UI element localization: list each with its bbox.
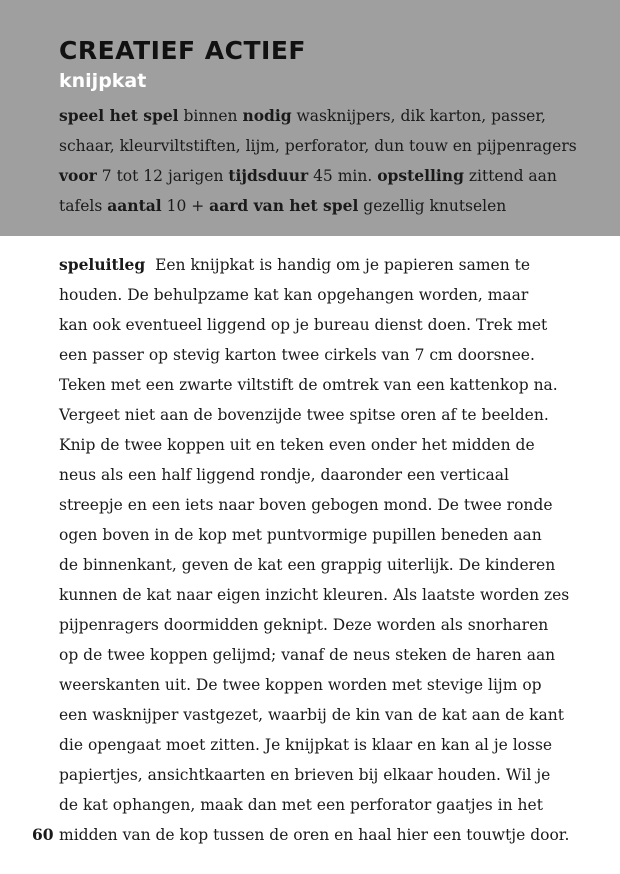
description-text: midden van de kop tussen de oren en haal hier een touwtje door.	[59, 826, 570, 844]
description-line	[59, 280, 579, 310]
description-text: Een knijpkat is handig om je papieren samen te	[145, 256, 531, 274]
description-text: kunnen de kat naar eigen inzicht kleuren. Als laatste worden zes	[59, 586, 570, 604]
description-line	[59, 550, 579, 580]
game-title: knijpkat	[59, 70, 147, 92]
description-text: op de twee koppen gelijmd; vanaf de neus steken de haren aan	[59, 646, 556, 664]
description-line	[59, 430, 579, 460]
description-text: een wasknijper vastgezet, waarbij de kin van de kat aan de kant	[59, 706, 565, 724]
description-line	[59, 250, 579, 280]
meta-value: schaar, kleurviltstiften, lijm, perforator, dun touw en pijpenragers	[59, 137, 577, 155]
meta-label: aard van het spel	[209, 196, 359, 215]
description-line	[59, 340, 579, 370]
meta-label: voor	[59, 166, 97, 185]
description-text: Knip de twee koppen uit en teken even onder het midden de	[59, 436, 535, 454]
description-line	[59, 790, 579, 820]
meta-value: binnen	[178, 107, 243, 125]
description-line	[59, 580, 579, 610]
description-line	[59, 760, 579, 790]
description-text: een passer op stevig karton twee cirkels van 7 cm doorsnee.	[59, 346, 535, 364]
description-line	[59, 640, 579, 670]
meta-value: 7 tot 12 jarigen	[96, 167, 229, 185]
meta-label: aantal	[107, 196, 162, 215]
description-text: papiertjes, ansichtkaarten en brieven bij elkaar houden. Wil je	[59, 766, 551, 784]
meta-value: 45 min.	[308, 167, 378, 185]
description-text: houden. De behulpzame kat kan opgehangen worden, maar	[59, 286, 529, 304]
description-line	[59, 670, 579, 700]
description-text: neus als een half liggend rondje, daaronder een verticaal	[59, 466, 509, 484]
game-description	[59, 250, 579, 850]
meta-value: wasknijpers, dik karton, passer,	[291, 107, 546, 125]
description-text: de binnenkant, geven de kat een grappig uiterlijk. De kinderen	[59, 556, 556, 574]
description-text: weerskanten uit. De twee koppen worden met stevige lijm op	[59, 676, 542, 694]
description-text: streepje en een iets naar boven gebogen mond. De twee ronde	[59, 496, 553, 514]
meta-line	[59, 191, 579, 221]
category-title: CREATIEF ACTIEF	[59, 36, 307, 65]
description-line	[59, 490, 579, 520]
header-panel	[0, 0, 620, 236]
description-line	[59, 520, 579, 550]
meta-line	[59, 131, 579, 161]
description-line	[59, 460, 579, 490]
description-line	[59, 820, 579, 850]
meta-value: 10 +	[161, 197, 210, 215]
description-text: die opengaat moet zitten. Je knijpkat is klaar en kan al je losse	[59, 736, 553, 754]
description-text: kan ook eventueel liggend op je bureau dienst doen. Trek met	[59, 316, 548, 334]
meta-line	[59, 101, 579, 131]
description-text: Vergeet niet aan de bovenzijde twee spitse oren af te beelden.	[59, 406, 549, 424]
description-text: Teken met een zwarte viltstift de omtrek van een kattenkop na.	[59, 376, 558, 394]
description-text: de kat ophangen, maak dan met een perforator gaatjes in het	[59, 796, 543, 814]
meta-line	[59, 161, 579, 191]
page-number: 60	[32, 825, 54, 844]
game-meta	[59, 101, 579, 221]
description-line	[59, 700, 579, 730]
meta-label: speel het spel	[59, 106, 179, 125]
meta-value: tafels	[59, 197, 108, 215]
description-line	[59, 610, 579, 640]
description-label: speluitleg	[59, 255, 146, 274]
description-line	[59, 370, 579, 400]
description-text: pijpenragers doormidden geknipt. Deze worden als snorharen	[59, 616, 549, 634]
description-line	[59, 400, 579, 430]
meta-label: tijdsduur	[228, 166, 309, 185]
description-line	[59, 310, 579, 340]
meta-value: zittend aan	[463, 167, 557, 185]
description-text: ogen boven in de kop met puntvormige pupillen beneden aan	[59, 526, 542, 544]
meta-label: opstelling	[377, 166, 464, 185]
meta-label: nodig	[242, 106, 292, 125]
meta-value: gezellig knutselen	[358, 197, 507, 215]
description-line	[59, 730, 579, 760]
